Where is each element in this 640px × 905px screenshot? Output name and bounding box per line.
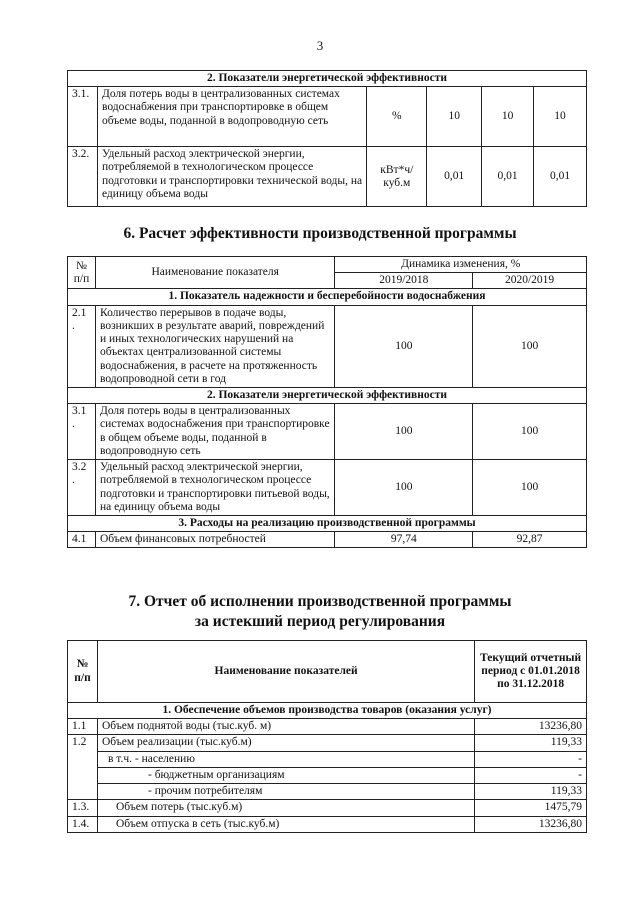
row-number: 2.1 . <box>68 305 96 387</box>
row-value: 10 <box>534 87 587 147</box>
row-value: 119,33 <box>475 784 587 800</box>
table-row <box>68 404 587 460</box>
header-year-2: 2020/2019 <box>473 273 587 289</box>
row-name: Удельный расход электрической энергии, потребляемой в технологическом процессе подготовки и транспортировки питьевой воды, на единицу объема воды <box>95 460 335 516</box>
row-number: 1.1 <box>68 719 98 735</box>
row-value: 0,01 <box>482 147 534 207</box>
row-number: 3.1. <box>68 87 98 147</box>
header-year-1: 2019/2018 <box>335 273 473 289</box>
row-name: Объем поднятой воды (тыс.куб. м) <box>97 719 474 735</box>
section-title: 2. Показатели энергетической эффективности <box>68 71 587 87</box>
row-value: - <box>475 767 587 783</box>
row-unit: кВт*ч/ куб.м <box>367 147 427 207</box>
row-number: 1.3. <box>68 800 98 816</box>
header-number: № п/п <box>68 641 98 703</box>
row-name: Объем потерь (тыс.куб.м) <box>97 800 474 816</box>
row-value: 97,74 <box>335 532 473 548</box>
row-name: Удельный расход электрической энергии, потребляемой в технологическом процессе подготовки и транспортировки технической воды, на единицу объема воды <box>97 147 366 207</box>
row-value: 1475,79 <box>475 800 587 816</box>
energy-efficiency-table <box>67 70 587 207</box>
header-period: Текущий отчетный период с 01.01.2018 по 31.12.2018 <box>475 641 587 703</box>
row-value: 100 <box>473 305 587 387</box>
row-value: 100 <box>335 404 473 460</box>
row-name: Объем реализации (тыс.куб.м) <box>97 735 474 751</box>
section6-title: 6. Расчет эффективности производственной программы <box>123 225 517 242</box>
row-value: 119,33 <box>475 735 587 751</box>
row-value: 100 <box>473 460 587 516</box>
table-row <box>68 147 587 207</box>
row-value: 0,01 <box>427 147 482 207</box>
table-row <box>68 751 587 767</box>
table-row <box>68 719 587 735</box>
header-number: № п/п <box>68 257 96 289</box>
row-name: в т.ч. - населению <box>97 751 474 767</box>
row-value: 10 <box>427 87 482 147</box>
row-value: 0,01 <box>534 147 587 207</box>
row-name: - бюджетным организациям <box>97 767 474 783</box>
section-title: 1. Обеспечение объемов производства товаров (оказания услуг) <box>68 703 587 719</box>
table-row <box>68 305 587 387</box>
section7-title-line2: за истекший период регулирования <box>194 613 446 631</box>
table-row <box>68 784 587 800</box>
section7-title-line1: 7. Отчет об исполнении производственной программы <box>128 593 512 610</box>
header-name: Наименование показателя <box>95 257 335 289</box>
row-number: 3.2. <box>68 147 98 207</box>
row-name: Доля потерь воды в централизованных системах водоснабжения при транспортировке в общем объеме воды, поданной в водопроводную сеть <box>97 87 366 147</box>
section-title: 3. Расходы на реализацию производственной программы <box>68 515 587 531</box>
row-value: 100 <box>473 404 587 460</box>
page-number: 3 <box>316 38 324 53</box>
header-dynamics: Динамика изменения, % <box>335 257 587 273</box>
header-name: Наименование показателей <box>97 641 474 703</box>
row-value: 100 <box>335 460 473 516</box>
row-number: 3.1 . <box>68 404 96 460</box>
row-name: Количество перерывов в подаче воды, возникших в результате аварий, повреждений и иных технологических нарушений на объектах централизованной системы водоснабжения, в расчете на протяженность водопроводной сети в год <box>95 305 335 387</box>
row-value: - <box>475 751 587 767</box>
row-unit: % <box>367 87 427 147</box>
row-value: 100 <box>335 305 473 387</box>
row-name: Доля потерь воды в централизованных системах водоснабжения при транспортировке в общем объеме воды, поданной в водопроводную сеть <box>95 404 335 460</box>
efficiency-calculation-table <box>67 256 587 548</box>
row-number: 1.2 <box>68 735 98 800</box>
row-name: - прочим потребителям <box>97 784 474 800</box>
row-value: 13236,80 <box>475 816 587 832</box>
section-title: 2. Показатели энергетической эффективности <box>68 387 587 403</box>
row-number: 4.1 <box>68 532 96 548</box>
table-row <box>68 767 587 783</box>
table-row <box>68 800 587 816</box>
table-row <box>68 816 587 832</box>
section-title: 1. Показатель надежности и бесперебойности водоснабжения <box>68 289 587 305</box>
row-number: 1.4. <box>68 816 98 832</box>
program-report-table <box>67 640 587 833</box>
table-row <box>68 532 587 548</box>
row-name: Объем финансовых потребностей <box>95 532 335 548</box>
row-value: 10 <box>482 87 534 147</box>
row-value: 13236,80 <box>475 719 587 735</box>
row-number: 3.2 . <box>68 460 96 516</box>
table-row <box>68 460 587 516</box>
row-name: Объем отпуска в сеть (тыс.куб.м) <box>97 816 474 832</box>
section7-title <box>0 592 640 632</box>
table-row <box>68 87 587 147</box>
table-row <box>68 735 587 751</box>
row-value: 92,87 <box>473 532 587 548</box>
